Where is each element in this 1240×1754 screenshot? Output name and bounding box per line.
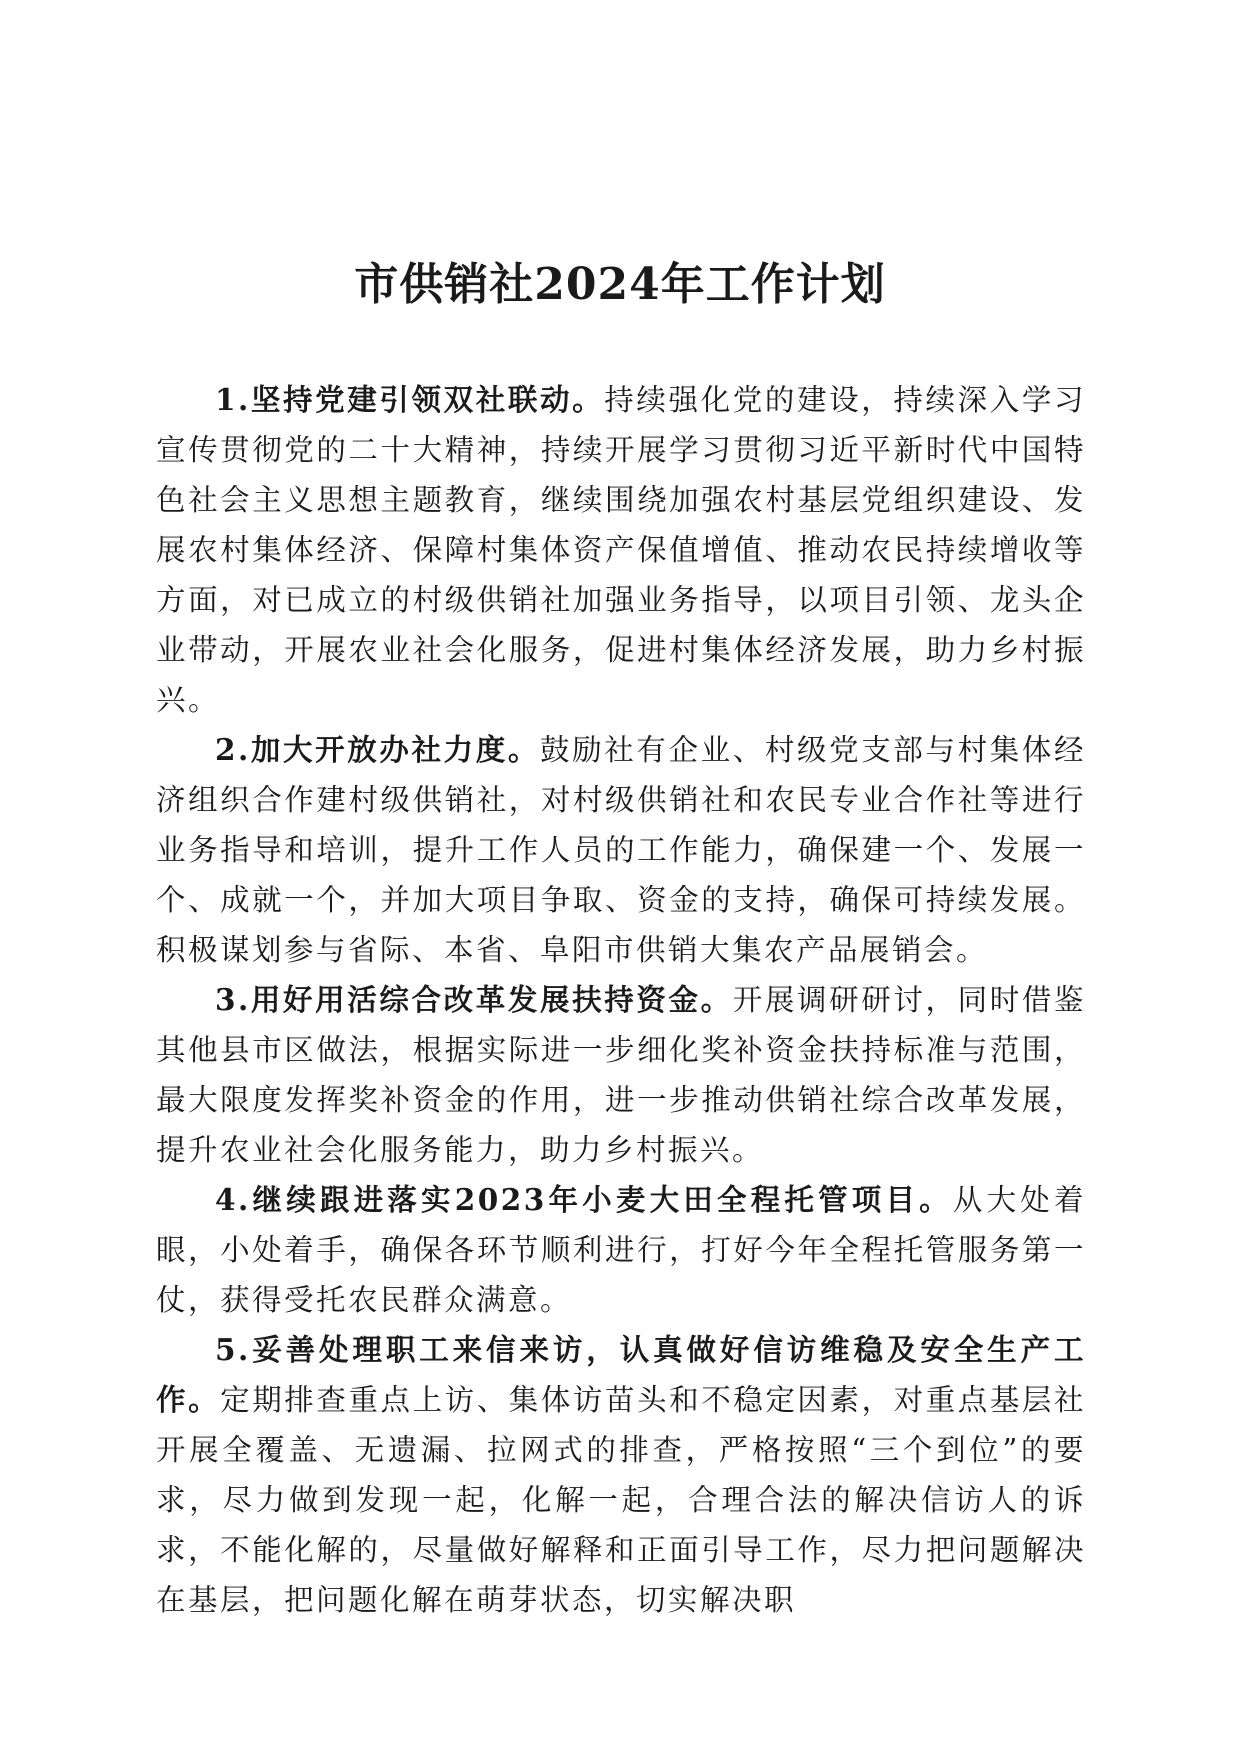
document-title: 市供销社2024年工作计划	[354, 259, 886, 310]
paragraph-1-heading: 1.坚持党建引领双社联动。	[215, 382, 605, 417]
paragraph-2-text: 鼓励社有企业、村级党支部与村集体经济组织合作建村级供销社，对村级供销社和农民专业合作社等进行业务指导和培训，提升工作人员的工作能力，确保建一个、发展一个、成就一个，并加大项目争取、资金的支持，确保可持续发展。积极谋划参与省际、本省、阜阳市供销大集农产品展销会。	[156, 733, 1086, 967]
paragraph-3-text: 开展调研研讨，同时借鉴其他县市区做法，根据实际进一步细化奖补资金扶持标准与范围，最大限度发挥奖补资金的作用，进一步推动供销社综合改革发展，提升农业社会化服务能力，助力乡村振兴。	[156, 983, 1086, 1167]
paragraph-3	[156, 975, 1086, 1175]
paragraph-3-heading: 3.用好用活综合改革发展扶持资金。	[215, 982, 733, 1017]
document-body	[156, 375, 1086, 1625]
paragraph-4-text: 从大处着眼，小处着手，确保各环节顺利进行，打好今年全程托管服务第一仗，获得受托农民群众满意。	[156, 1183, 1086, 1317]
paragraph-4-heading: 4.继续跟进落实2023年小麦大田全程托管项目。	[215, 1182, 953, 1217]
paragraph-5-text: 定期排查重点上访、集体访苗头和不稳定因素，对重点基层社开展全覆盖、无遗漏、拉网式的排查，严格按照“三个到位”的要求，尽力做到发现一起，化解一起，合理合法的解决信访人的诉求，不能化解的，尽量做好解释和正面引导工作，尽力把问题解决在基层，把问题化解在萌芽状态，切实解决职	[156, 1383, 1086, 1617]
paragraph-1	[156, 375, 1086, 725]
paragraph-5	[156, 1325, 1086, 1625]
paragraph-1-text: 持续强化党的建设，持续深入学习宣传贯彻党的二十大精神，持续开展学习贯彻习近平新时代中国特色社会主义思想主题教育，继续围绕加强农村基层党组织建设、发展农村集体经济、保障村集体资产保值增值、推动农民持续增收等方面，对已成立的村级供销社加强业务指导，以项目引领、龙头企业带动，开展农业社会化服务，促进村集体经济发展，助力乡村振兴。	[156, 383, 1086, 717]
paragraph-4	[156, 1175, 1086, 1325]
paragraph-5-heading: 5.妥善处理职工来信来访，认真做好信访维稳及安全生产工作。	[156, 1332, 1086, 1417]
paragraph-2	[156, 725, 1086, 975]
paragraph-2-heading: 2.加大开放办社力度。	[215, 732, 541, 767]
